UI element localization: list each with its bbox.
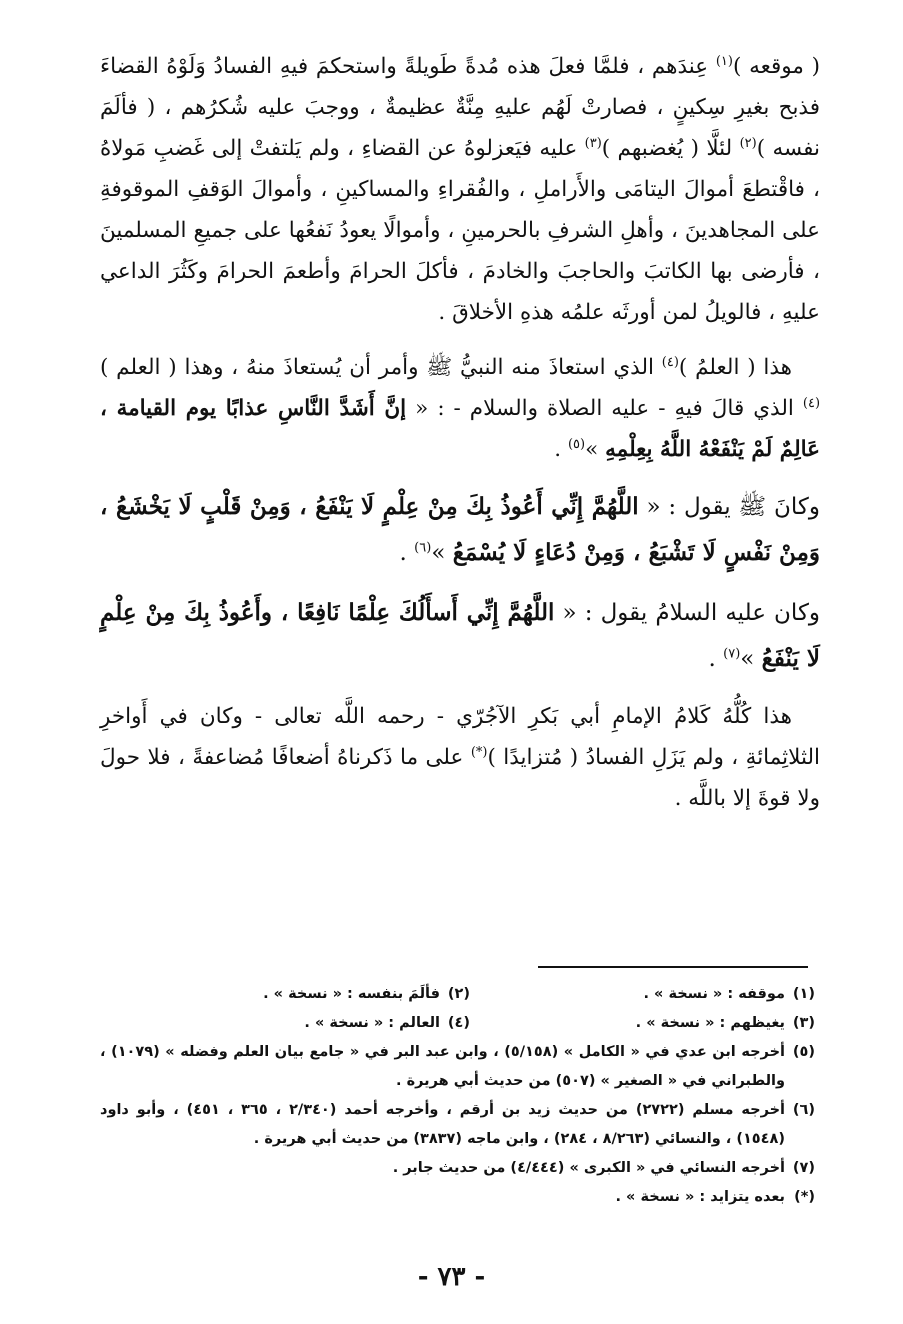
- text-segment: »: [585, 437, 606, 462]
- text-segment: على ما ذَكرناهُ أضعافًا مُضاعفةً ، فلا حولَ ولا قوةَ إلا باللَّه .: [100, 745, 820, 811]
- text-segment: .: [399, 540, 415, 566]
- footnote-6: [100, 1096, 815, 1154]
- footnote-star: [615, 1183, 815, 1212]
- footnote-text: أخرجه ابن عدي في « الكامل » (٥/١٥٨) ، وابن عبد البر في « جامع بيان العلم وفضله » (١٠٧٩) ، والطبراني في « الصغير » (٥٠٧) من حديث أبي هريرة .: [100, 1044, 785, 1089]
- text-segment: الذي قالَ فيهِ - عليه الصلاة والسلام - : «: [406, 396, 803, 421]
- text-segment: وكانَ ﷺ يقول : «: [638, 494, 820, 520]
- text-segment: لئلَّا ( يُغضبهم ): [601, 136, 740, 161]
- footnote-number: (٧): [792, 1160, 815, 1176]
- text-segment: هذا ( العلمُ ): [678, 355, 792, 380]
- footnote-3: [470, 1009, 815, 1038]
- footnote-reference: (٢): [739, 135, 757, 151]
- footnote-text: موقفه : « نسخة » .: [643, 986, 785, 1002]
- footnote-row: [100, 1009, 815, 1038]
- footnote-2: [125, 980, 470, 1009]
- footnote-reference: (*): [470, 744, 488, 760]
- paragraph: [100, 484, 820, 576]
- footnote-text: بعده يتزايد : « نسخة » .: [615, 1189, 785, 1205]
- footnote-number: (٣): [792, 1015, 815, 1031]
- text-segment: ( موقعه ): [732, 54, 820, 79]
- text-segment: »: [431, 540, 453, 566]
- footnote-row: [100, 1183, 815, 1212]
- footnote-reference: (٥): [567, 436, 586, 452]
- page-number: - ٧٣ -: [417, 1262, 486, 1292]
- hadith-quote: اللَّهُمَّ إِنِّي أَعُوذُ بِكَ مِنْ عِلْمٍ لَا يَنْفَعُ ، وَمِنْ قَلْبٍ لَا يَخْشَعُ ، وَمِنْ نَفْسٍ لَا تَشْبَعُ ، وَمِنْ دُعَاءٍ لَا يُسْمَعُ: [100, 493, 820, 566]
- footnote-reference: (٧): [723, 646, 741, 662]
- footnote-number: (٦): [792, 1102, 815, 1118]
- footnote-4: [125, 1009, 470, 1038]
- text-segment: عليه فيَعزلوهُ عن القضاءِ ، ولم يَلتفتْ إلى غَضبِ مَولاهُ ، فاقْتطعَ أموالَ اليتامَى والأَراملِ ، والفُقراءِ والمساكينِ ، وأموالَ الوَقفِ الموقوفةِ على المجاهدينَ ، وأهلِ الشرفِ بالحرمينِ ، وأموالًا يعودُ نَفعُها على جميعِ المسلمينَ ، فأرضى بها الكاتبَ والحاجبَ والخادمَ ، فأكلَ الحرامَ وأطعمَ الحرامَ وكَثُرَ الداعي عليهِ ، فالويلُ لمن أورثَه علمُه هذهِ الأخلاقَ .: [100, 136, 820, 325]
- footnote-text: فألَمَ بنفسه : « نسخة » .: [263, 986, 440, 1002]
- footnote-row: [100, 1096, 815, 1154]
- footnote-text: أخرجه مسلم (٢٧٢٢) من حديث زيد بن أرقم ، وأخرجه أحمد (٢/٣٤٠ ، ٣٦٥ ، ٤٥١) ، وأبو داود (١٥٤٨) ، والنسائي (٨/٢٦٣ ، ٢٨٤) ، وابن ماجه (٣٨٣٧) من حديث أبي هريرة .: [100, 1102, 786, 1147]
- text-segment: .: [554, 437, 568, 462]
- main-text: [100, 46, 820, 833]
- text-segment: .: [708, 646, 724, 672]
- text-segment: عِندَهم ، فلمَّا فعلَ هذه مُدةً طَويلةً واستحكمَ فيهِ الفسادُ وَلَوْهُ القضاءَ فذبح بغيرِ سِكينٍ ، فصارتْ لَهُم عليهِ مِنَّةٌ عظيمةٌ ، ووجبَ عليه شُكرُهم ، ( فألَمَ نفسه ): [100, 54, 821, 161]
- footnote-text: يغيظهم : « نسخة » .: [635, 1015, 785, 1031]
- footnote-number: (*): [794, 1189, 815, 1205]
- footnote-reference: (٤): [661, 354, 679, 370]
- footnote-separator: [538, 966, 808, 968]
- footnote-row: [100, 1154, 815, 1183]
- paragraph: [100, 347, 820, 470]
- paragraph: [100, 696, 820, 819]
- footnote-text: أخرجه النسائي في « الكبرى » (٤/٤٤٤) من حديث جابر .: [392, 1160, 785, 1176]
- footnote-7: [393, 1154, 815, 1183]
- text-segment: هذا كُلُّهُ كَلامُ الإمامِ أبي بَكرِ الآجُرّي - رحمه اللَّه تعالى - وكان في أَواخرِ الثلاثِمائةِ ، ولم يَزَلِ الفسادُ ( مُتزايدًا ): [100, 704, 820, 770]
- footnote-number: (٤): [447, 1015, 470, 1031]
- text-segment: الذي استعاذَ منه النبيُّ ﷺ وأمر أن يُستعاذَ منهُ ، وهذا ( العلم ): [100, 355, 662, 380]
- footnote-number: (٢): [447, 986, 470, 1002]
- footnotes: [100, 980, 815, 1212]
- footnote-row: [100, 1038, 815, 1096]
- footnote-reference: (٣): [584, 135, 602, 151]
- paragraph: [100, 46, 820, 333]
- hadith-quote: اللَّهُمَّ إِنِّي أَسأَلُكَ عِلْمًا نَافِعًا ، وأَعُوذُ بِكَ مِنْ عِلْمٍ لَا يَنْفَعُ: [100, 599, 820, 672]
- footnote-reference: (١): [715, 53, 733, 69]
- footnote-1: [470, 980, 815, 1009]
- hadith-quote: إنَّ أَشَدَّ النَّاسِ عذابًا يوم القيامة ، عَالِمٌ لَمْ يَنْفَعْهُ اللَّهُ بِعِلْمِهِ: [100, 396, 820, 462]
- footnote-row: [100, 980, 815, 1009]
- footnote-reference: (٤): [802, 395, 821, 411]
- footnote-reference: (٦): [414, 540, 432, 556]
- footnote-text: العالم : « نسخة » .: [304, 1015, 440, 1031]
- footnote-number: (١): [792, 986, 815, 1002]
- paragraph: [100, 590, 820, 682]
- text-segment: وكان عليه السلامُ يقول : «: [554, 600, 821, 626]
- footnote-number: (٥): [792, 1044, 815, 1060]
- footnote-5: [100, 1038, 815, 1096]
- text-segment: »: [740, 646, 762, 672]
